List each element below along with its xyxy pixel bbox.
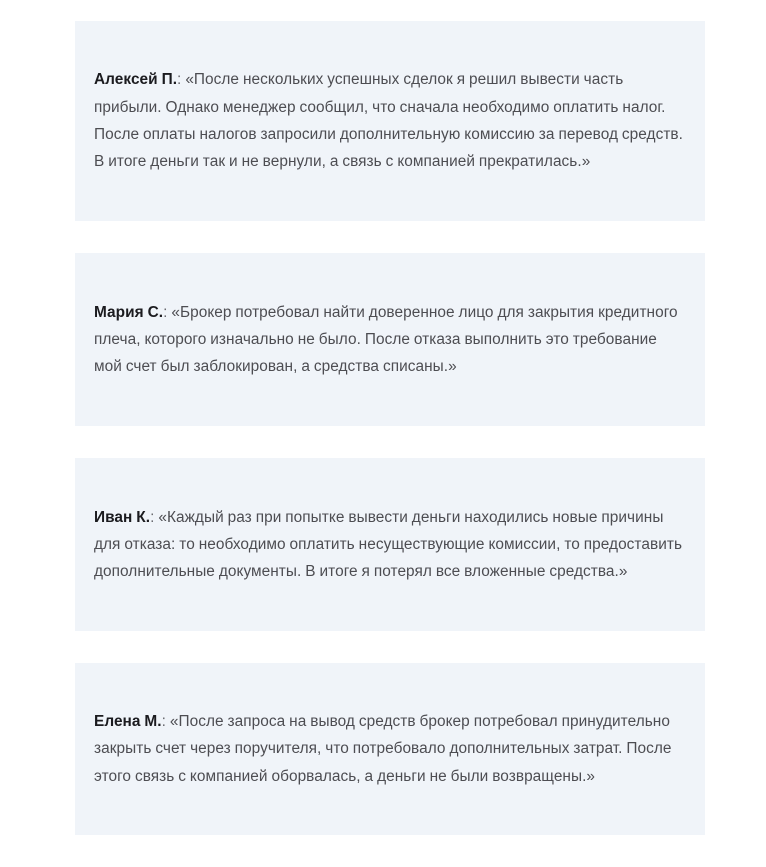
review-card xyxy=(75,253,705,426)
review-author: Елена М. xyxy=(94,713,162,731)
review-author: Мария С. xyxy=(94,303,164,321)
review-separator: : xyxy=(177,71,186,89)
review-author: Иван К. xyxy=(94,508,151,526)
review-separator: : xyxy=(163,303,172,321)
review-quote: «Брокер потребовал найти доверенное лицо для закрытия кредитного плеча, которого изначально не было. После отказа выполнить это требование мой счет был заблокирован, а средства списаны.» xyxy=(94,303,678,376)
reviews-list xyxy=(75,21,705,867)
review-quote: «После нескольких успешных сделок я решил вывести часть прибыли. Однако менеджер сообщил, что сначала необходимо оплатить налог. После оплаты налогов запросили дополнительную комиссию за перевод средств. В итоге деньги так и не вернули, а связь с компанией прекратилась.» xyxy=(94,71,683,171)
review-card xyxy=(75,458,705,631)
review-separator: : xyxy=(150,508,159,526)
review-text xyxy=(94,66,686,175)
review-separator: : xyxy=(161,713,170,731)
review-card xyxy=(75,663,705,835)
review-quote: «Каждый раз при попытке вывести деньги находились новые причины для отказа: то необходимо оплатить несуществующие комиссии, то предоставить дополнительные документы. В итоге я потерял все вложенные средства.» xyxy=(94,508,683,581)
review-text xyxy=(94,504,686,586)
review-quote: «После запроса на вывод средств брокер потребовал принудительно закрыть счет через поручителя, что потребовало дополнительных затрат. После этого связь с компанией оборвалась, а деньги не были возвращены.» xyxy=(94,713,672,785)
review-text xyxy=(94,708,686,790)
review-author: Алексей П. xyxy=(94,71,178,89)
review-text xyxy=(94,299,686,381)
review-card xyxy=(75,21,705,221)
